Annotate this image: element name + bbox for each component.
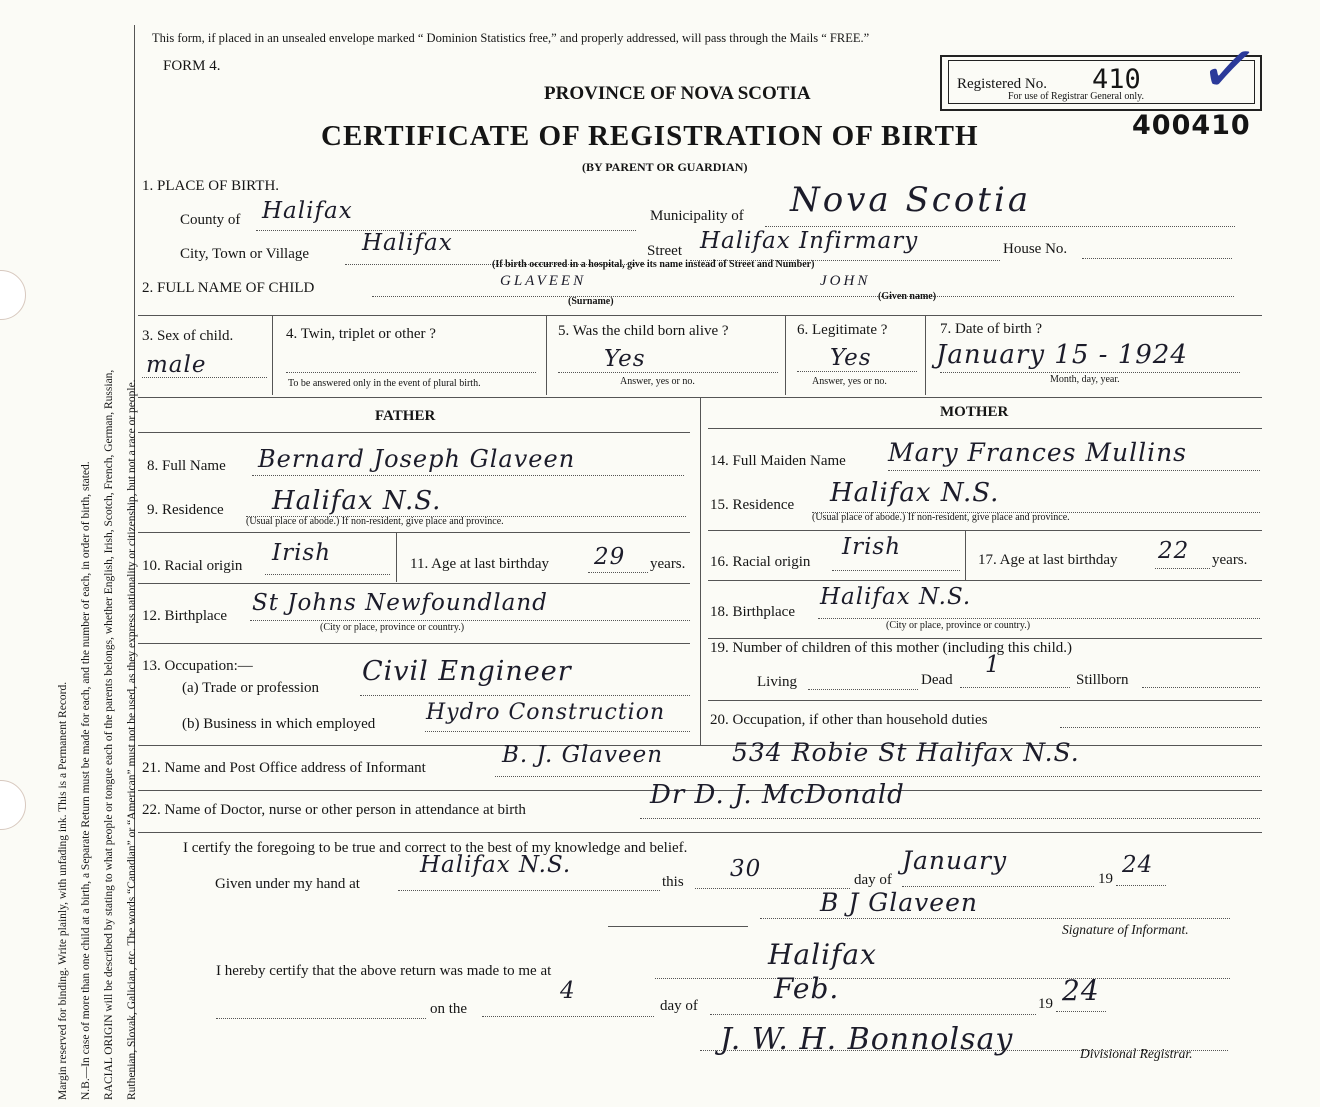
informant-address-value: 534 Robie St Halifax N.S. bbox=[732, 738, 1080, 767]
father-racial-value: Irish bbox=[272, 540, 332, 566]
municipality-line bbox=[765, 226, 1235, 227]
certification-month-value: January bbox=[902, 846, 1008, 875]
father-birthplace-label: 12. Birthplace bbox=[142, 608, 227, 624]
rule-mother-children-bottom bbox=[708, 700, 1262, 701]
registrar-year-line bbox=[1056, 1011, 1106, 1012]
certificate-subtitle: (BY PARENT OR GUARDIAN) bbox=[582, 160, 748, 174]
child-name-line bbox=[372, 296, 1234, 297]
informant-signature-line bbox=[760, 918, 1230, 919]
rule-parents-divider bbox=[700, 397, 701, 745]
binding-hole-top bbox=[0, 270, 26, 320]
margin-notes bbox=[52, 20, 144, 1100]
legitimate-value: Yes bbox=[830, 345, 872, 371]
given-place-line bbox=[398, 890, 660, 891]
legitimate-label: 6. Legitimate ? bbox=[797, 322, 888, 338]
father-age-line bbox=[588, 572, 648, 573]
born-alive-value: Yes bbox=[604, 346, 646, 372]
child-surname-value: GLAVEEN bbox=[500, 273, 587, 289]
registrar-day-value: 4 bbox=[560, 978, 576, 1004]
mother-racial-line bbox=[832, 570, 960, 571]
informant-signature-caption: Signature of Informant. bbox=[1062, 922, 1189, 937]
registrar-place-value: Halifax bbox=[768, 938, 877, 971]
province-heading: PROVINCE OF NOVA SCOTIA bbox=[544, 83, 811, 104]
margin-note-2: N.B.—In case of more than one child at a birth, a Separate Return must be made for each, and the number of each, in order of birth, stated. bbox=[80, 461, 92, 1100]
child-name-label: 2. FULL NAME OF CHILD bbox=[142, 280, 315, 296]
certification-month-line bbox=[902, 886, 1094, 887]
dead-value: 1 bbox=[985, 652, 1001, 678]
mother-birthplace-value: Halifax N.S. bbox=[820, 584, 972, 610]
doctor-value: Dr D. J. McDonald bbox=[650, 780, 905, 810]
father-name-line bbox=[252, 475, 684, 476]
living-label: Living bbox=[757, 674, 797, 690]
rule-col-7 bbox=[925, 315, 926, 395]
mother-years: years. bbox=[1212, 552, 1248, 568]
registrar-month-line bbox=[710, 1014, 1036, 1015]
born-alive-note: Answer, yes or no. bbox=[620, 376, 695, 387]
living-line bbox=[808, 689, 918, 690]
dead-label: Dead bbox=[921, 672, 953, 688]
rule-certification-divider bbox=[608, 926, 748, 927]
given-place-value: Halifax N.S. bbox=[420, 852, 572, 878]
legitimate-line bbox=[797, 371, 917, 372]
certification-day-of-label: day of bbox=[854, 872, 892, 888]
father-name-value: Bernard Joseph Glaveen bbox=[258, 445, 576, 473]
doctor-label: 22. Name of Doctor, nurse or other person in attendance at birth bbox=[142, 802, 526, 818]
child-given-value: JOHN bbox=[820, 273, 871, 289]
registrar-year-value: 24 bbox=[1062, 974, 1100, 1007]
twin-line bbox=[286, 372, 536, 373]
mother-age-value: 22 bbox=[1158, 538, 1190, 564]
rule-mother-racial-top bbox=[708, 530, 1262, 531]
twin-label: 4. Twin, triplet or other ? bbox=[286, 326, 436, 342]
legitimate-note: Answer, yes or no. bbox=[812, 376, 887, 387]
mother-heading: MOTHER bbox=[940, 404, 1009, 420]
registrar-signature: J. W. H. Bonnolsay bbox=[720, 1022, 1014, 1057]
mother-racial-label: 16. Racial origin bbox=[710, 554, 811, 570]
place-of-birth-label: 1. PLACE OF BIRTH. bbox=[142, 178, 280, 194]
margin-note-1: Margin reserved for binding. Write plainly, with unfading ink. This is a Permanent Record. bbox=[57, 681, 69, 1100]
street-value: Halifax Infirmary bbox=[700, 228, 919, 254]
certification-year-value: 24 bbox=[1122, 852, 1154, 878]
sex-line bbox=[142, 377, 267, 378]
form-number: FORM 4. bbox=[163, 58, 221, 74]
date-of-birth-note: Month, day, year. bbox=[1050, 374, 1120, 385]
dead-line bbox=[960, 687, 1070, 688]
city-value: Halifax bbox=[362, 230, 453, 256]
father-heading: FATHER bbox=[375, 408, 436, 424]
informant-name-value: B. J. Glaveen bbox=[502, 742, 664, 768]
rule-mother-top bbox=[708, 428, 1262, 429]
father-name-label: 8. Full Name bbox=[147, 458, 226, 474]
rule-mother-racial-bottom bbox=[708, 580, 1262, 581]
mother-occupation-line bbox=[1060, 727, 1260, 728]
born-alive-label: 5. Was the child born alive ? bbox=[558, 323, 729, 339]
date-of-birth-line bbox=[940, 372, 1240, 373]
registrar-year-prefix: 19 bbox=[1038, 996, 1053, 1012]
registered-value: 410 bbox=[1092, 64, 1141, 95]
doctor-line bbox=[640, 818, 1260, 819]
mother-age-line bbox=[1155, 568, 1210, 569]
father-residence-note: (Usual place of abode.) If non-resident, give place and province. bbox=[246, 516, 504, 527]
house-number-line bbox=[1082, 258, 1232, 259]
mother-birthplace-line bbox=[818, 618, 1260, 619]
registrar-on-the-label: on the bbox=[430, 1001, 468, 1017]
rule-parents-bottom bbox=[138, 745, 1262, 746]
registered-label: Registered No. bbox=[957, 76, 1047, 92]
registrar-day-line bbox=[482, 1016, 654, 1017]
surname-caption: (Surname) bbox=[568, 296, 614, 307]
rule-col-4 bbox=[272, 315, 273, 395]
given-name-caption: (Given name) bbox=[878, 291, 937, 302]
stamped-number: 400410 bbox=[1132, 110, 1251, 141]
margin-note-4: Ruthenian, Slovak, Galician, etc. The words “Canadian” or “American” must not be used, as they express nationality or citizenship, but not a race or people. bbox=[126, 379, 138, 1100]
rule-father-racial-bottom bbox=[138, 583, 690, 584]
father-business-value: Hydro Construction bbox=[426, 700, 666, 725]
date-of-birth-value: January 15 - 1924 bbox=[936, 340, 1188, 370]
rule-father-racial-divider bbox=[396, 532, 397, 582]
father-racial-line bbox=[265, 574, 390, 575]
registrar-caption: Divisional Registrar. bbox=[1080, 1046, 1193, 1061]
certification-day-value: 30 bbox=[730, 856, 762, 882]
rule-father-top bbox=[138, 432, 690, 433]
mail-notice: This form, if placed in an unsealed envelope marked “ Dominion Statistics free,” and properly addressed, will pass through the Mails “ FREE.” bbox=[152, 31, 870, 45]
certification-statement: I certify the foregoing to be true and correct to the best of my knowledge and belief. bbox=[183, 840, 688, 856]
father-years: years. bbox=[650, 556, 686, 572]
father-trade-line bbox=[360, 695, 690, 696]
father-birthplace-line bbox=[250, 620, 690, 621]
mother-birthplace-label: 18. Birthplace bbox=[710, 604, 795, 620]
binding-hole-bottom bbox=[0, 780, 26, 830]
certification-year-prefix: 19 bbox=[1098, 871, 1113, 887]
county-value: Halifax bbox=[262, 198, 353, 224]
stillborn-line bbox=[1142, 687, 1260, 688]
registrar-place-line bbox=[655, 978, 1230, 979]
date-of-birth-label: 7. Date of birth ? bbox=[940, 321, 1043, 337]
rule-mother-racial-divider bbox=[965, 530, 966, 580]
mother-name-label: 14. Full Maiden Name bbox=[710, 453, 846, 469]
certification-year-line bbox=[1116, 885, 1166, 886]
mother-birthplace-note: (City or place, province or country.) bbox=[886, 620, 1031, 631]
stillborn-label: Stillborn bbox=[1076, 672, 1129, 688]
mother-name-value: Mary Frances Mullins bbox=[888, 438, 1188, 467]
father-racial-label: 10. Racial origin bbox=[142, 558, 243, 574]
father-business-line bbox=[425, 731, 690, 732]
twin-note: To be answered only in the event of plural birth. bbox=[288, 378, 481, 389]
mother-age-label: 17. Age at last birthday bbox=[978, 552, 1118, 568]
street-label: Street bbox=[647, 243, 682, 259]
hospital-note: (If birth occurred in a hospital, give its name instead of Street and Number) bbox=[492, 259, 815, 270]
mother-residence-note: (Usual place of abode.) If non-resident, give place and province. bbox=[812, 512, 1070, 523]
mother-occupation-label: 20. Occupation, if other than household duties bbox=[710, 712, 988, 728]
rule-mother-birthplace-bottom bbox=[708, 638, 1262, 639]
children-count-label: 19. Number of children of this mother (including this child.) bbox=[710, 640, 1073, 656]
given-under-hand-label: Given under my hand at bbox=[215, 876, 360, 892]
rule-col-6 bbox=[785, 315, 786, 395]
informant-line bbox=[495, 776, 1260, 777]
born-alive-line bbox=[558, 372, 778, 373]
father-trade-label: (a) Trade or profession bbox=[182, 680, 320, 696]
municipality-value: Nova Scotia bbox=[790, 180, 1032, 220]
informant-label: 21. Name and Post Office address of Informant bbox=[142, 760, 426, 776]
house-number-label: House No. bbox=[1003, 241, 1068, 257]
father-residence-value: Halifax N.S. bbox=[272, 486, 442, 516]
father-occupation-label: 13. Occupation:— bbox=[142, 658, 253, 674]
father-birthplace-value: St Johns Newfoundland bbox=[252, 590, 548, 616]
father-trade-value: Civil Engineer bbox=[362, 656, 572, 687]
father-residence-label: 9. Residence bbox=[147, 502, 224, 518]
informant-signature: B J Glaveen bbox=[820, 888, 978, 917]
mother-racial-value: Irish bbox=[842, 534, 902, 560]
city-label: City, Town or Village bbox=[180, 246, 310, 262]
father-business-label: (b) Business in which employed bbox=[182, 716, 376, 732]
father-age-label: 11. Age at last birthday bbox=[410, 556, 549, 572]
father-birthplace-note: (City or place, province or country.) bbox=[320, 622, 465, 633]
this-label: this bbox=[662, 874, 684, 890]
certificate-title: CERTIFICATE OF REGISTRATION OF BIRTH bbox=[321, 120, 979, 152]
father-age-value: 29 bbox=[594, 544, 626, 570]
county-label: County of bbox=[180, 212, 241, 228]
mother-name-line bbox=[888, 470, 1260, 471]
registrar-by-line bbox=[216, 1018, 426, 1019]
registered-note: For use of Registrar General only. bbox=[1008, 91, 1144, 102]
registrar-statement: I hereby certify that the above return was made to me at bbox=[216, 963, 552, 979]
registrar-month-value: Feb. bbox=[774, 972, 840, 1005]
sex-label: 3. Sex of child. bbox=[142, 328, 234, 344]
rule-father-birthplace-bottom bbox=[138, 643, 690, 644]
check-mark-icon: ✓ bbox=[1194, 28, 1264, 113]
rule-col-5 bbox=[546, 315, 547, 395]
rule-row3-top bbox=[138, 315, 1262, 316]
sex-value: male bbox=[146, 352, 207, 378]
municipality-label: Municipality of bbox=[650, 208, 744, 224]
registrar-day-of-label: day of bbox=[660, 998, 698, 1014]
mother-residence-value: Halifax N.S. bbox=[830, 478, 1000, 508]
mother-residence-label: 15. Residence bbox=[710, 497, 795, 513]
rule-doctor-bottom bbox=[138, 832, 1262, 833]
rule-father-racial-top bbox=[138, 532, 690, 533]
margin-note-3: RACIAL ORIGIN will be described by stating to what people or tongue each of the parents belongs, whether English, Irish, Scotch, French, German, Russian, bbox=[103, 369, 115, 1100]
